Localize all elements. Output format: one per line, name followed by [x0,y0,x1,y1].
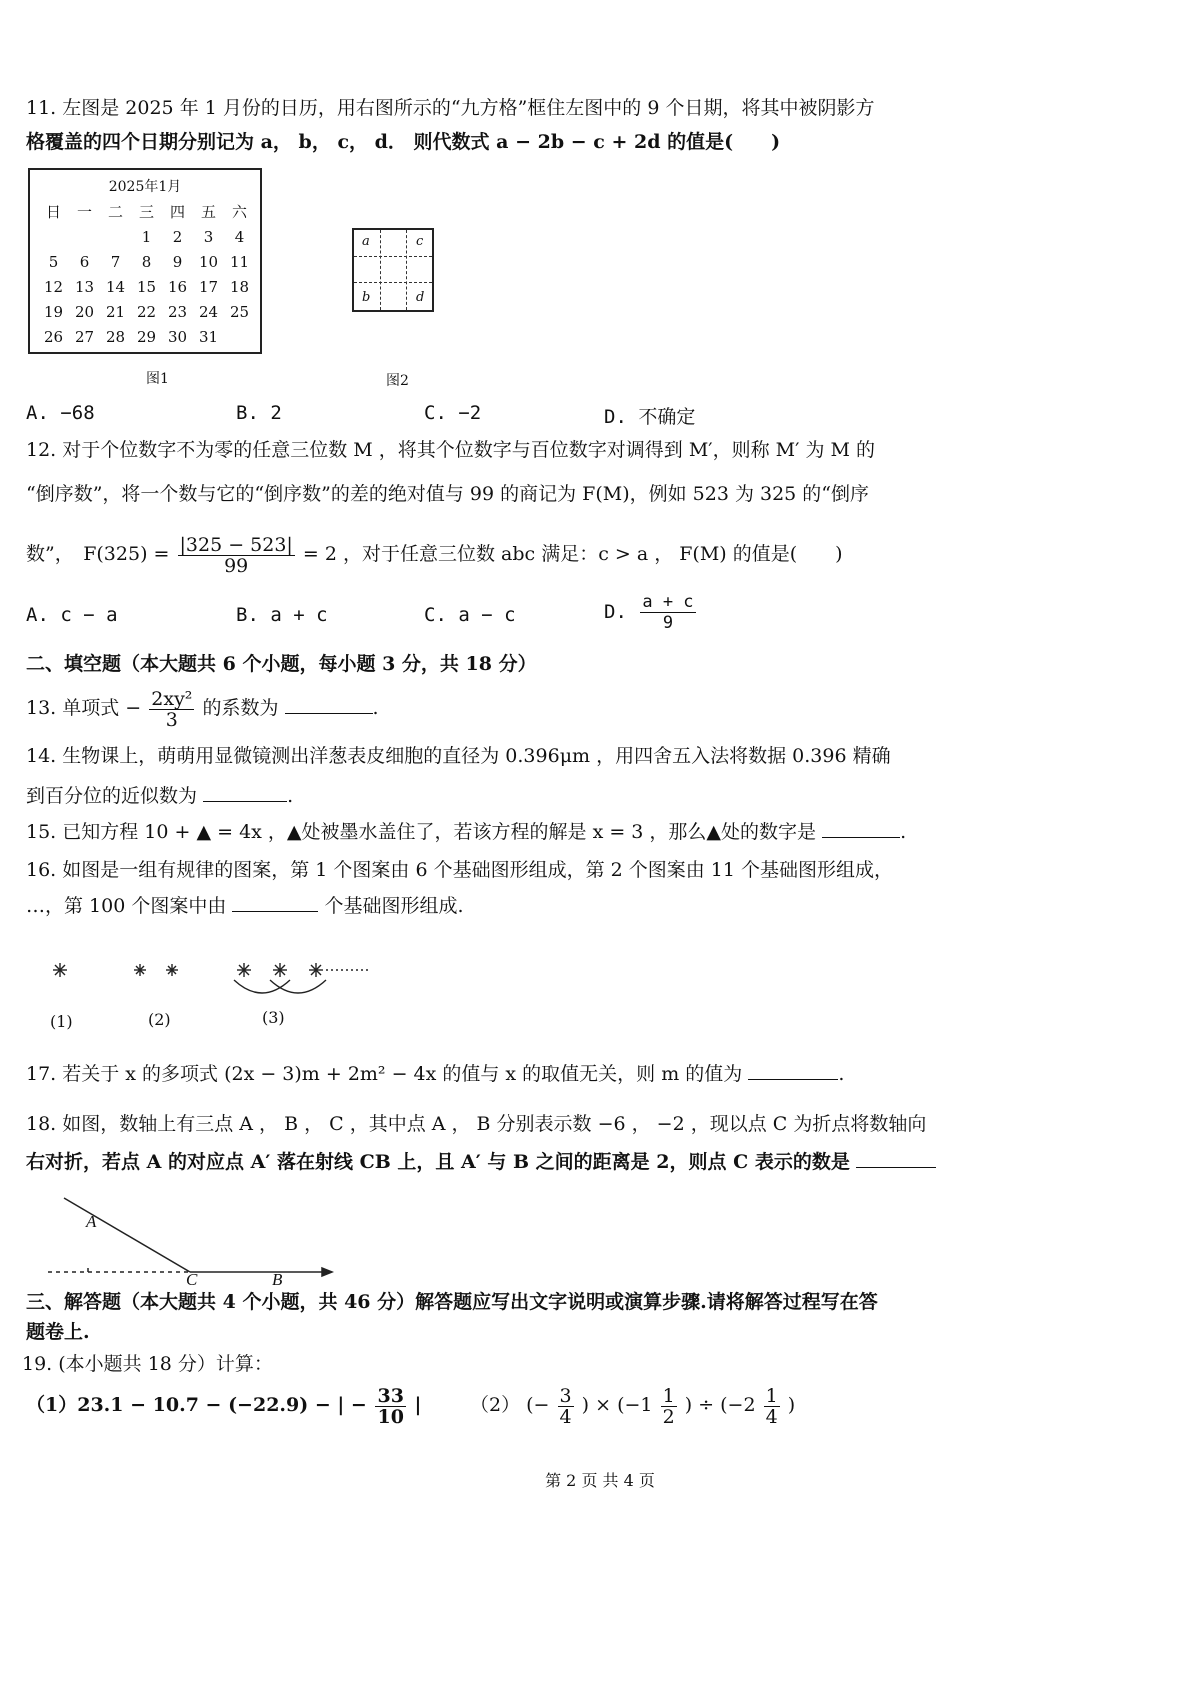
q13-blank [285,695,373,714]
q12-option-c: C. a − c [424,604,516,626]
calendar-day: 29 [136,328,157,346]
q19-part1 [26,1380,421,1430]
q19-part2-mid1: ) × (−1 [581,1394,653,1416]
point-b-label: B [272,1270,283,1289]
q12-fraction [178,535,295,576]
q11-line2: 格覆盖的四个日期分别记为 a， b， c， d． 则代数式 a − 2b − c + 2d 的值是( ) [26,131,781,153]
q12-option-d-fraction [640,592,695,633]
pattern-3-stars [234,963,370,993]
calendar-day: 13 [74,278,95,296]
grid-line [380,230,381,310]
section3-heading-cont: 题卷上. [26,1321,90,1343]
calendar-weekday: 日 [45,203,61,221]
calendar-day: 1 [141,228,152,246]
grid-line [354,256,432,257]
calendar-day: 2 [172,228,183,246]
calendar-day: 17 [198,278,219,296]
calendar-weekday: 五 [200,203,216,221]
q11-option-c: C. −2 [424,402,482,424]
page-footer: 第 2 页 共 4 页 [545,1471,655,1490]
q13-fraction-den: 3 [165,708,178,731]
calendar-day: 12 [43,278,64,296]
calendar-day: 26 [43,328,64,346]
q19-part2-a-den: 4 [559,1405,572,1428]
nine-grid-figure [352,228,434,312]
calendar-day: 3 [203,228,214,246]
calendar-day: 27 [74,328,95,346]
q19-part1-num: 33 [377,1384,404,1407]
q16-blank [232,893,318,912]
calendar-day: 14 [105,278,126,296]
q12-line2: “倒序数”，将一个数与它的“倒序数”的差的绝对值与 99 的商记为 F(M)，例如 523 为 325 的“倒序 [26,483,870,505]
q17-blank [748,1061,838,1080]
q16-line2 [26,892,464,920]
q19-part2-end: ) [787,1394,796,1416]
calendar-day: 30 [167,328,188,346]
q19-part2-b-num: 1 [662,1384,675,1407]
section2-heading: 二、填空题（本大题共 6 个小题，每小题 3 分，共 18 分） [26,653,537,675]
calendar-grid [38,200,258,350]
q17: 17. 若关于 x 的多项式 (2x − 3)m + 2m² − 4x 的值与 x 的取值无关，则 m 的值为 . [26,1063,845,1085]
calendar-day: 20 [74,303,95,321]
q16-label-1: (1) [50,1012,73,1031]
q16-line2-pre: …，第 100 个图案中由 [26,895,227,917]
q18-line2-text: 右对折，若点 A 的对应点 A′ 落在射线 CB 上，且 A′ 与 B 之间的距离是 2，则点 C 表示的数是 [26,1151,850,1173]
q16-line1: 16. 如图是一组有规律的图案，第 1 个图案由 6 个基础图形组成，第 2 个图案由 11 个基础图形组成， [26,859,894,881]
q11-line1: 11. 左图是 2025 年 1 月份的日历，用右图所示的“九方格”框住左图中的 9 个日期，将其中被阴影方 [26,97,875,119]
calendar-weekday: 四 [169,203,185,221]
calendar-day: 8 [141,253,152,271]
calendar-day: 11 [229,253,250,271]
q19-part1-post: | [414,1394,422,1416]
calendar-day: 21 [105,303,126,321]
q13-fraction-num: 2xy² [151,687,193,710]
q12-fraction-num: |325 − 523| [179,533,293,556]
q14-blank [203,783,287,802]
q19-part1-den: 10 [377,1405,404,1428]
calendar-day: 31 [198,328,219,346]
q19-part2-a-num: 3 [559,1384,572,1407]
q19-title: 19. (本小题共 18 分）计算： [22,1353,273,1375]
q14-line1: 14. 生物课上，萌萌用显微镜测出洋葱表皮细胞的直径为 0.396μm ，用四舍五入法将数据 0.396 精确 [26,745,891,767]
calendar-day [100,225,131,250]
q12-option-d-num: a + c [642,592,694,612]
q12-line3 [26,532,843,576]
q13-pre: 13. 单项式 − [26,697,142,719]
q18-blank [856,1149,936,1168]
q16-pattern-figure [30,950,390,1010]
grid-label-b: b [362,290,371,305]
q16-label-2: (2) [148,1010,171,1029]
q19-part2 [470,1380,795,1430]
q11-option-b: B. 2 [236,402,282,424]
q12-line3-pre: 数”， F(325) = [26,543,170,565]
q18-line2 [26,1148,936,1176]
calendar-day: 5 [48,253,59,271]
calendar-weekday: 六 [231,203,247,221]
q19-part2-mid2: ) ÷ (−2 [684,1394,756,1416]
calendar-day [38,225,69,250]
q15: 15. 已知方程 10 + ▲ = 4x ，▲处被墨水盖住了，若该方程的解是 x = 3 ，那么▲处的数字是 . [26,821,907,843]
figure1-caption: 图1 [146,371,169,387]
calendar-day: 9 [172,253,183,271]
calendar-day: 19 [43,303,64,321]
q19-part2-frac-a [558,1386,574,1427]
calendar-day: 7 [110,253,121,271]
q19-part2-frac-c [764,1386,780,1427]
calendar-title: 2025年1月 [108,179,182,195]
q12-option-d-den: 9 [662,613,674,633]
calendar-weekday: 一 [76,203,92,221]
q12-option-d [604,592,698,633]
q13-fraction [149,689,194,730]
calendar-day: 16 [167,278,188,296]
q19-part2-a-sign: (− [526,1394,550,1416]
calendar-figure [28,168,262,354]
q19-part1-pre: （1）23.1 − 10.7 − (−22.9) − | − [26,1394,367,1416]
q19-part2-label: （2） [470,1394,521,1416]
calendar-day: 24 [198,303,219,321]
q15-blank [822,819,900,838]
point-a-label: A [86,1212,97,1231]
q19-part2-frac-b [661,1386,677,1427]
calendar-day: 22 [136,303,157,321]
q13-post: 的系数为 [202,697,279,719]
calendar-day: 18 [229,278,250,296]
calendar-day [224,325,255,350]
pattern-1-star [53,963,67,977]
calendar-day: 10 [198,253,219,271]
q13: 13. 单项式 − $\frac{\text{2xy²}}{3}$ 的系数为 . [26,687,379,731]
figure2-caption: 图2 [386,373,409,389]
grid-label-d: d [416,290,425,305]
calendar-weekday: 三 [138,203,154,221]
q16-line2-post: 个基础图形组成. [324,895,464,917]
q19-part1-fraction [375,1386,405,1427]
q16-label-3: (3) [262,1008,285,1027]
calendar-day: 4 [234,228,245,246]
pattern-2-star [134,964,146,976]
q12-line1: 12. 对于个位数字不为零的任意三位数 M ，将其个位数字与百位数字对调得到 M′，则称 M′ 为 M 的 [26,439,875,461]
q12-option-a: A. c − a [26,604,118,626]
grid-line [354,282,432,283]
q19-part2-b-den: 2 [662,1405,675,1428]
pattern-2-star [166,964,178,976]
point-c-label: C [186,1270,198,1289]
q14-line2: 到百分位的近似数为 . [26,785,294,807]
calendar-day: 23 [167,303,188,321]
grid-label-c: c [416,234,424,249]
q17-text: 17. 若关于 x 的多项式 (2x − 3)m + 2m² − 4x 的值与 x 的取值无关，则 m 的值为 [26,1063,743,1085]
calendar-day [69,225,100,250]
calendar-weekday: 二 [107,203,123,221]
q11-option-d: D. 不确定 [604,406,696,428]
q12-fraction-den: 99 [224,554,249,577]
q12-line3-post: = 2 ，对于任意三位数 abc 满足：c > a ， F(M) 的值是( ) [302,543,843,565]
q18-line1: 18. 如图，数轴上有三点 A ， B ， C ，其中点 A ， B 分别表示数 −6 ， −2 ，现以点 C 为折点将数轴向 [26,1113,927,1135]
q12-option-d-label: D. [604,601,627,623]
q15-text: 15. 已知方程 10 + ▲ = 4x ，▲处被墨水盖住了，若该方程的解是 x = 3 ，那么▲处的数字是 [26,821,817,843]
calendar-day: 25 [229,303,250,321]
calendar-day: 28 [105,328,126,346]
section3-heading: 三、解答题（本大题共 4 个小题，共 46 分）解答题应写出文字说明或演算步骤.请将解答过程写在答 [26,1291,878,1313]
q11-option-a: A. −68 [26,402,95,424]
grid-label-a: a [362,234,370,249]
grid-line [406,230,407,310]
q12-option-b: B. a + c [236,604,328,626]
calendar-day: 15 [136,278,157,296]
q19-part2-c-num: 1 [765,1384,778,1407]
q14-line2-text: 到百分位的近似数为 [26,785,198,807]
q19-part2-c-den: 4 [765,1405,778,1428]
calendar-day: 6 [79,253,90,271]
